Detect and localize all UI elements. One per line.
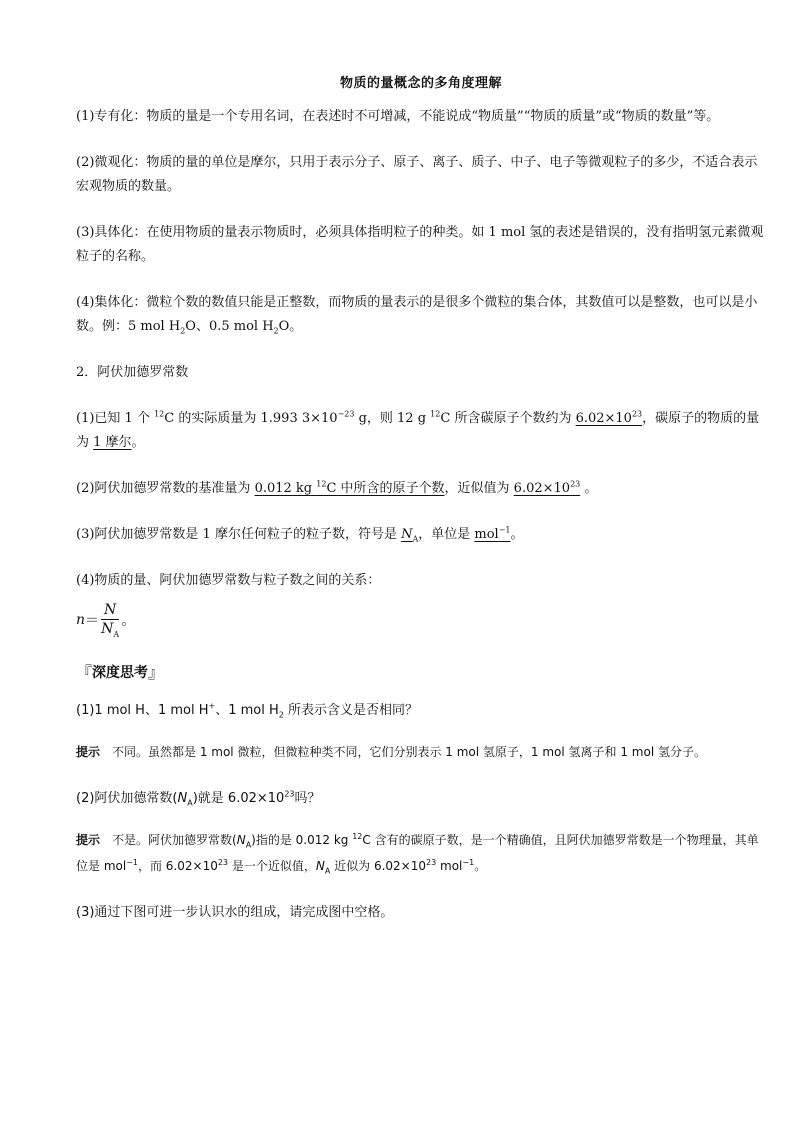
question-3: (3)通过下图可进一步认识水的组成，请完成图中空格。 <box>76 905 394 920</box>
document-page <box>76 72 766 925</box>
point-4: (4)集体化：微粒个数的数值只能是正整数，而物质的量表示的是很多个微粒的集合体，其数值可以是整数，也可以是小数。例：5 mol $H_2O$、0.5 mol $H_2O$。 <box>76 295 758 336</box>
fill-answer: $6.02\times 10^{23}$ <box>575 409 643 426</box>
point-2: (2)微观化：物质的量的单位是摩尔，只用于表示分子、原子、离子、质子、中子、电子等微观粒子的多少，不适合表示宏观物质的数量。 <box>76 155 758 194</box>
answer-2: 提示 不是。阿伏加德罗常数$(N_A)$指的是 0.012 kg $^{12}$C 含有的碳原子数，是一个精确值，且阿伏加德罗常数是一个物理量，其单位是 mol$^{-1}$，而 $6.02\times 10^{23}$ 是一个近似值，$N_A$ 近似为 $6.02\times 10^{23}$ mol$^{-1}$。 <box>76 832 759 876</box>
avogadro-item-1: (1)已知 1 个 $^{12}$C 的实际质量为 1.993 $3\times 10^{-23}$ g，则 12 g $^{12}$C 所含碳原子个数约为 $6.02\times 10^{23}$，碳原子的物质的量为 1 摩尔。 <box>76 409 760 450</box>
fill-answer: 0.012 kg $^{12}$C 中所含的原子个数 <box>254 479 445 496</box>
fraction: $\frac{N}{N_A}$ <box>101 602 120 639</box>
section-title: 物质的量概念的多角度理解 <box>339 76 502 91</box>
fill-answer: mol$^{-1}$ <box>474 525 511 542</box>
relation-formula: n ＝ $\frac{N}{N_A}$ 。 <box>76 602 136 639</box>
point-1: (1)专有化：物质的量是一个专用名词，在表述时不可增减，不能说成“物质量”“物质的质量”或“物质的数量”等。 <box>76 109 720 124</box>
left-bracket-icon: 『 <box>76 663 93 682</box>
deep-thinking-header: 『 深度思考 』 <box>76 660 164 683</box>
avogadro-item-4: (4)物质的量、阿伏加德罗常数与粒子数之间的关系： <box>76 573 381 588</box>
fill-answer: $6.02\times 10^{23}$ <box>513 479 581 496</box>
fill-answer: $N_A$ <box>401 527 419 544</box>
section-2-heading: 2．阿伏加德罗常数 <box>76 365 189 380</box>
answer-1: 提示 不同。虽然都是 1 mol 微粒，但微粒种类不同，它们分别表示 1 mol 氢原子，1 mol 氢离子和 1 mol 氢分子。 <box>76 745 706 759</box>
point-3: (3)具体化：在使用物质的量表示物质时，必须具体指明粒子的种类。如 1 mol 氢的表述是错误的，没有指明氢元素微观粒子的名称。 <box>76 225 764 264</box>
question-2: (2)阿伏加德常数$(N_A)$就是 $6.02\times 10^{23}$吗？ <box>76 789 321 808</box>
fill-answer: 1 摩尔 <box>93 435 132 450</box>
right-bracket-icon: 』 <box>148 663 165 682</box>
avogadro-item-3: (3)阿伏加德罗常数是 1 摩尔任何粒子的粒子数，符号是 $N_A$，单位是 mol$^{-1}$。 <box>76 525 524 544</box>
question-1: (1)1 mol H、1 mol H+、1 mol $H_2$ 所表示含义是否相同？ <box>76 701 418 720</box>
avogadro-item-2: (2)阿伏加德罗常数的基准量为 0.012 kg $^{12}$C 中所含的原子个数，近似值为 $6.02\times 10^{23}$ 。 <box>76 479 598 496</box>
